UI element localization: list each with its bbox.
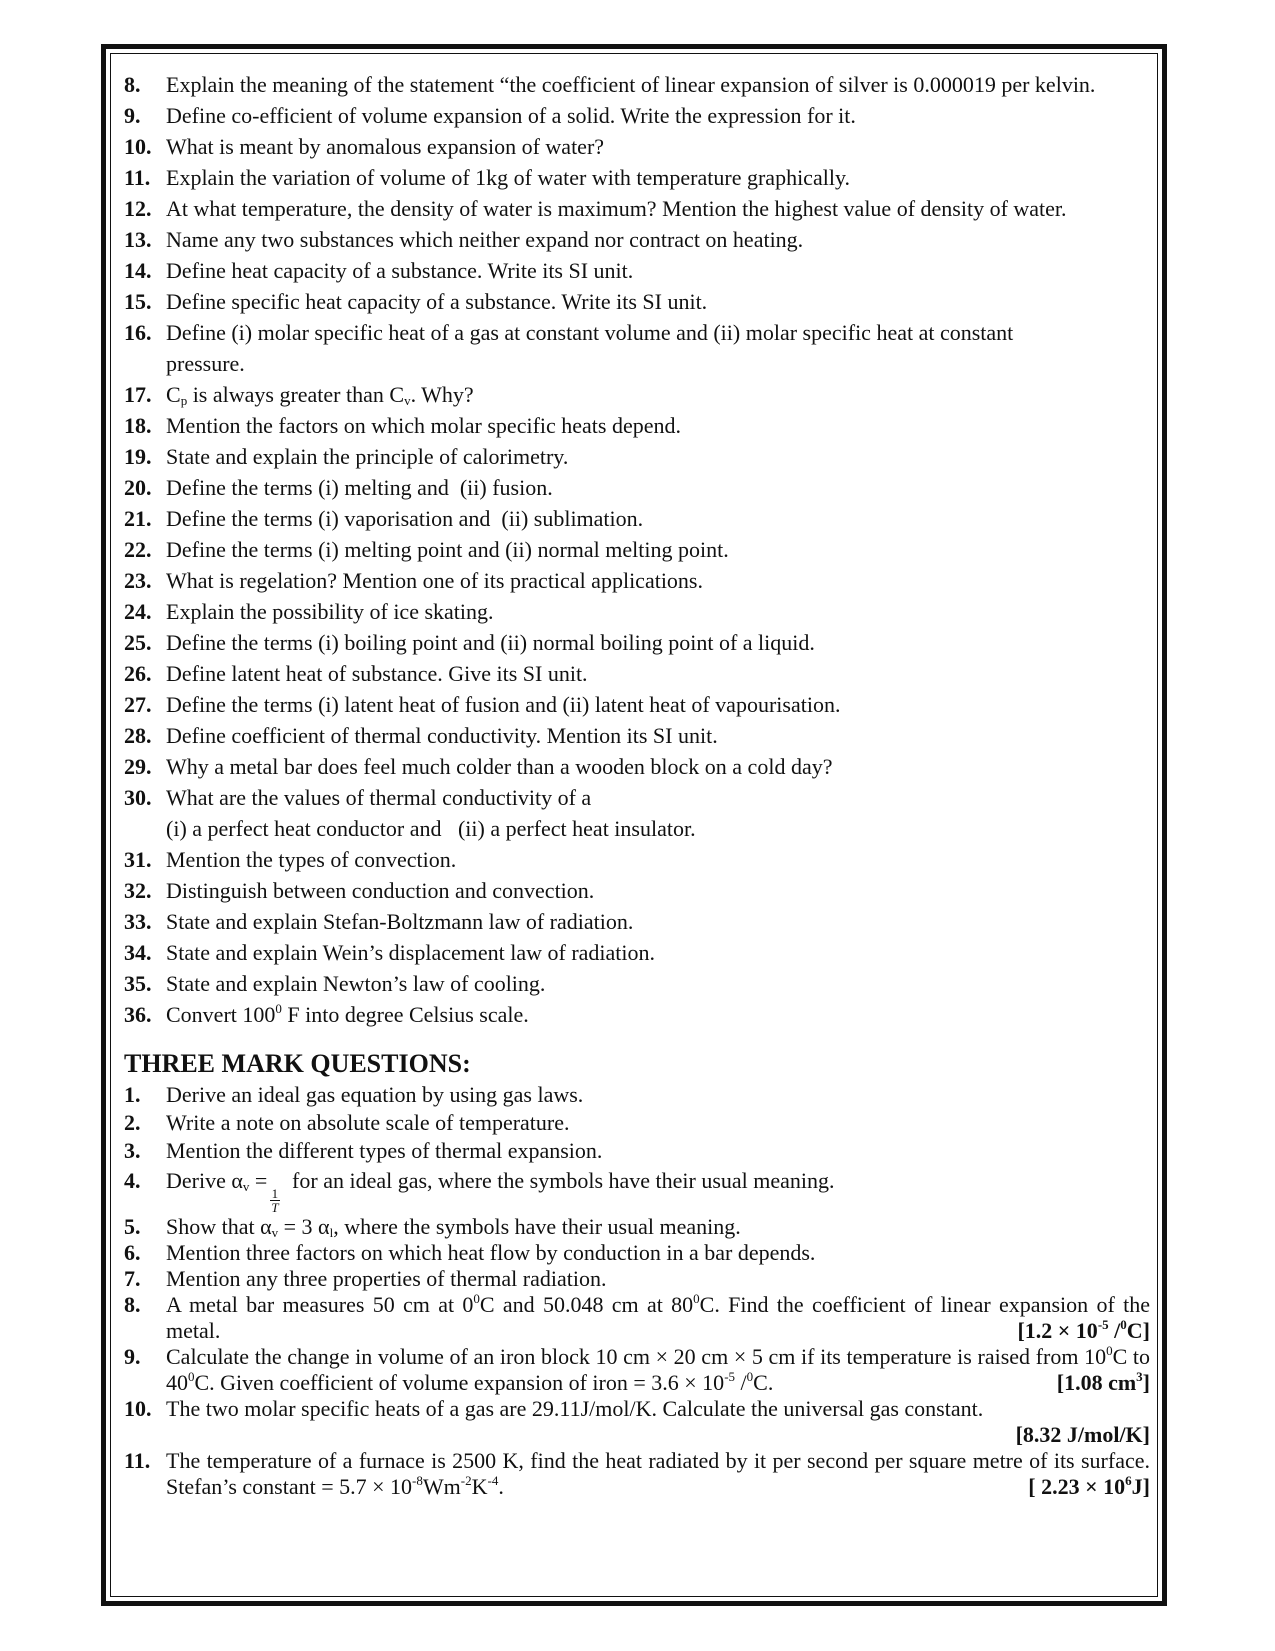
text-part: Show that α — [166, 1214, 272, 1239]
superscript: 0 — [693, 1291, 700, 1306]
question-text-line1: Define (i) molar specific heat of a gas at constant volume and (ii) molar specific heat at constant — [166, 320, 1014, 345]
text-part: is always greater than C — [187, 382, 405, 407]
question-text: Define heat capacity of a substance. Write its SI unit. — [166, 258, 634, 283]
question-text: State and explain Newton’s law of cooling. — [166, 971, 546, 996]
superscript: -2 — [460, 1473, 472, 1488]
question-text: Define the terms (i) latent heat of fusion and (ii) latent heat of vapourisation. — [166, 692, 841, 717]
text-part: C. Find the coefficient of linear expansion of the metal. — [166, 1292, 1150, 1343]
text-part: Convert 100 — [166, 1002, 276, 1027]
question-15 — [124, 286, 1150, 317]
question-text: Define the terms (i) vaporisation and (ii) sublimation. — [166, 506, 644, 531]
question-text: Write a note on absolute scale of temperature. — [166, 1110, 570, 1135]
question-number: 35. — [124, 971, 152, 996]
section-heading: THREE MARK QUESTIONS: — [124, 1049, 471, 1078]
question-text: Mention the factors on which molar specific heats depend. — [166, 413, 682, 438]
question-8 — [124, 69, 1150, 100]
superscript: 0 — [1106, 1343, 1113, 1358]
answer-part: C] — [1126, 1318, 1150, 1343]
text-part: , where the symbols have their usual meaning. — [333, 1214, 741, 1239]
text-part: A metal bar measures 50 cm at 0 — [166, 1292, 474, 1317]
question-number: 15. — [124, 289, 152, 314]
question-number: 36. — [124, 1002, 152, 1027]
question-number: 26. — [124, 661, 152, 686]
question-sheet — [124, 69, 1150, 1500]
question-text: Define the terms (i) melting point and (ii) normal melting point. — [166, 537, 729, 562]
subscript: v — [271, 1225, 279, 1240]
question-number: 34. — [124, 940, 152, 965]
superscript: 0 — [473, 1291, 480, 1306]
question-number: 12. — [124, 196, 152, 221]
question-number: 30. — [124, 785, 152, 810]
question-text: Define coefficient of thermal conductivity. Mention its SI unit. — [166, 723, 718, 748]
question-number: 17. — [124, 382, 152, 407]
question-text — [166, 1214, 1150, 1240]
question-text: State and explain Stefan-Boltzmann law of radiation. — [166, 909, 634, 934]
text-part: / — [735, 1370, 747, 1395]
question-36 — [124, 999, 1150, 1030]
question-text: At what temperature, the density of water is maximum? Mention the highest value of density of water. — [166, 196, 1067, 221]
superscript: -8 — [412, 1473, 423, 1488]
question-text — [166, 999, 1150, 1030]
question-number: 6. — [124, 1240, 141, 1265]
answer-part: J] — [1131, 1474, 1150, 1499]
question-number: 13. — [124, 227, 152, 252]
question-number: 21. — [124, 506, 152, 531]
text-part: Calculate the change in volume of an iron block 10 cm × 20 cm × 5 cm if its temperature is raised from 10 — [166, 1344, 1107, 1369]
question-number: 1. — [124, 1082, 141, 1107]
question-text: Define the terms (i) boiling point and (ii) normal boiling point of a liquid. — [166, 630, 815, 655]
question-number: 29. — [124, 754, 152, 779]
question-number: 28. — [124, 723, 152, 748]
question-number: 16. — [124, 320, 152, 345]
question-number: 9. — [124, 103, 141, 128]
text-part: C and 50.048 cm at 80 — [479, 1292, 694, 1317]
question-text — [166, 782, 1150, 844]
question-number: 33. — [124, 909, 152, 934]
three-mark-question-4 — [124, 1164, 1150, 1214]
text-part: . — [498, 1474, 504, 1499]
text-part: C. Given coefficient of volume expansion of iron = 3.6 × 10 — [194, 1370, 725, 1395]
question-text-line2: (i) a perfect heat conductor and (ii) a perfect heat insulator. — [166, 816, 696, 841]
superscript: 0 — [1120, 1317, 1127, 1332]
question-number: 20. — [124, 475, 152, 500]
question-32 — [124, 875, 1150, 906]
question-35 — [124, 968, 1150, 999]
subscript: p — [180, 393, 188, 408]
superscript: 0 — [746, 1369, 754, 1384]
text-part: The two molar specific heats of a gas are 29.11J/mol/K. Calculate the universal gas constant. — [166, 1396, 984, 1421]
question-22 — [124, 534, 1150, 565]
question-21 — [124, 503, 1150, 534]
question-14 — [124, 255, 1150, 286]
question-9 — [124, 100, 1150, 131]
question-33 — [124, 906, 1150, 937]
three-mark-question-3 — [124, 1138, 1150, 1164]
question-number: 8. — [124, 72, 141, 97]
question-text — [166, 1396, 1150, 1448]
question-number: 9. — [124, 1344, 141, 1369]
question-10 — [124, 131, 1150, 162]
text-part: = 3 α — [278, 1214, 330, 1239]
superscript: -5 — [724, 1369, 736, 1384]
question-text-line2: pressure. — [166, 351, 245, 376]
question-number: 5. — [124, 1214, 141, 1239]
question-30 — [124, 782, 1150, 844]
text-part: The temperature of a furnace is 2500 K, find the heat radiated by it per second per square metre of its surface. Stefan’s constant = 5.7 × 10 — [166, 1448, 1150, 1499]
question-16 — [124, 317, 1150, 379]
question-number: 10. — [124, 1396, 152, 1421]
text-part: . Why? — [410, 382, 474, 407]
question-number: 25. — [124, 630, 152, 655]
question-text: What is meant by anomalous expansion of water? — [166, 134, 605, 159]
superscript: 3 — [1136, 1369, 1143, 1384]
question-28 — [124, 720, 1150, 751]
question-number: 19. — [124, 444, 152, 469]
text-part: C. — [753, 1370, 774, 1395]
question-text-line1: What are the values of thermal conductivity of a — [166, 785, 592, 810]
three-mark-question-10 — [124, 1396, 1150, 1448]
question-text: Define the terms (i) melting and (ii) fusion. — [166, 475, 553, 500]
question-11 — [124, 162, 1150, 193]
text-part: for an ideal gas, where the symbols have their usual meaning. — [286, 1168, 835, 1193]
question-text: Name any two substances which neither expand nor contract on heating. — [166, 227, 804, 252]
subscript: v — [404, 393, 411, 408]
question-text: Distinguish between conduction and convection. — [166, 878, 595, 903]
answer — [1057, 1370, 1150, 1396]
text-part: C to 40 — [166, 1344, 1151, 1395]
answer: [8.32 J/mol/K] — [1015, 1422, 1150, 1447]
question-text: Mention three factors on which heat flow by conduction in a bar depends. — [166, 1240, 816, 1265]
question-number: 3. — [124, 1138, 141, 1163]
question-text — [166, 1344, 1150, 1396]
two-mark-questions-continued — [124, 69, 1150, 1030]
answer-part: ] — [1142, 1370, 1150, 1395]
question-number: 7. — [124, 1266, 141, 1291]
fraction — [269, 1187, 280, 1214]
question-text: Explain the possibility of ice skating. — [166, 599, 494, 624]
three-mark-question-1 — [124, 1082, 1150, 1108]
question-number: 31. — [124, 847, 152, 872]
question-number: 24. — [124, 599, 152, 624]
text-part: Derive α — [166, 1168, 243, 1193]
question-text: Define co-efficient of volume expansion of a solid. Write the expression for it. — [166, 103, 856, 128]
question-number: 4. — [124, 1168, 141, 1193]
superscript: 0 — [188, 1369, 195, 1384]
text-part: K — [471, 1474, 488, 1499]
subscript: v — [242, 1179, 250, 1194]
superscript: -5 — [1097, 1317, 1109, 1332]
question-31 — [124, 844, 1150, 875]
question-text: Derive an ideal gas equation by using gas laws. — [166, 1082, 584, 1107]
question-number: 22. — [124, 537, 152, 562]
question-23 — [124, 565, 1150, 596]
question-text: Explain the meaning of the statement “the coefficient of linear expansion of silver is 0.000019 per kelvin. — [166, 72, 1096, 97]
question-text — [166, 379, 1150, 410]
question-number: 32. — [124, 878, 152, 903]
three-mark-questions — [124, 1082, 1150, 1500]
text-part: = — [249, 1168, 268, 1193]
three-mark-question-11 — [124, 1448, 1150, 1500]
question-34 — [124, 937, 1150, 968]
superscript: 6 — [1125, 1473, 1132, 1488]
three-mark-question-2 — [124, 1108, 1150, 1138]
three-mark-question-9 — [124, 1344, 1150, 1396]
question-text: State and explain the principle of calorimetry. — [166, 444, 569, 469]
subscript: l — [329, 1225, 334, 1240]
answer-part: [1.2 × 10 — [1017, 1318, 1098, 1343]
three-mark-question-8 — [124, 1292, 1150, 1344]
question-number: 18. — [124, 413, 152, 438]
question-number: 10. — [124, 134, 152, 159]
question-12 — [124, 193, 1150, 224]
three-mark-question-7 — [124, 1266, 1150, 1292]
question-25 — [124, 627, 1150, 658]
question-text: Mention the different types of thermal expansion. — [166, 1138, 603, 1163]
question-text: Mention any three properties of thermal radiation. — [166, 1266, 607, 1291]
question-13 — [124, 224, 1150, 255]
question-text: Explain the variation of volume of 1kg of water with temperature graphically. — [166, 165, 851, 190]
question-27 — [124, 689, 1150, 720]
question-17 — [124, 379, 1150, 410]
question-29 — [124, 751, 1150, 782]
question-20 — [124, 472, 1150, 503]
superscript: -4 — [487, 1473, 499, 1488]
answer-part: [1.08 cm — [1056, 1370, 1137, 1395]
three-mark-question-6 — [124, 1240, 1150, 1266]
superscript: 0 — [275, 1001, 282, 1016]
question-19 — [124, 441, 1150, 472]
question-text — [166, 1448, 1150, 1500]
question-number: 11. — [124, 1448, 151, 1473]
question-24 — [124, 596, 1150, 627]
question-number: 14. — [124, 258, 152, 283]
question-26 — [124, 658, 1150, 689]
answer — [1028, 1474, 1150, 1500]
question-18 — [124, 410, 1150, 441]
three-mark-question-5 — [124, 1214, 1150, 1240]
answer-part: / — [1108, 1318, 1121, 1343]
fraction-numerator: 1 — [271, 1186, 279, 1201]
text-part: F into degree Celsius scale. — [281, 1002, 529, 1027]
fraction-denominator: T — [271, 1200, 279, 1215]
question-text — [166, 1164, 1150, 1214]
question-number: 27. — [124, 692, 152, 717]
answer-part: [ 2.23 × 10 — [1028, 1474, 1126, 1499]
text-part: Wm — [422, 1474, 461, 1499]
question-text: Why a metal bar does feel much colder than a wooden block on a cold day? — [166, 754, 833, 779]
text-part: C — [166, 382, 181, 407]
question-text: Define specific heat capacity of a substance. Write its SI unit. — [166, 289, 708, 314]
question-number: 23. — [124, 568, 152, 593]
question-text: State and explain Wein’s displacement law of radiation. — [166, 940, 656, 965]
question-text: Define latent heat of substance. Give its SI unit. — [166, 661, 588, 686]
question-text: Mention the types of convection. — [166, 847, 457, 872]
question-text — [166, 1292, 1150, 1344]
answer — [1017, 1318, 1150, 1344]
question-text: What is regelation? Mention one of its practical applications. — [166, 568, 703, 593]
question-number: 2. — [124, 1110, 141, 1135]
question-number: 8. — [124, 1292, 141, 1317]
question-number: 11. — [124, 165, 151, 190]
question-text — [166, 317, 1150, 379]
